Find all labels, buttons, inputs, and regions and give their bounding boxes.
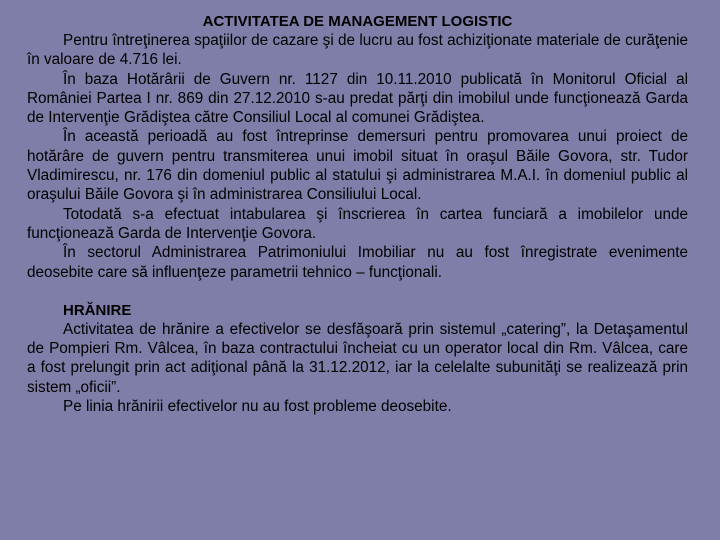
paragraph-catering: Activitatea de hrănire a efectivelor se desfăşoară prin sistemul „catering”, la Detaşamentul de Pompieri Rm. Vâlcea, în baza contractului încheiat cu un operator local din Rm. Vâlcea, care a fost prelungit prin act adiţional până la 31.12.2012, iar la celelalte subunităţi se realizează prin sistem „oficii”. [27,320,688,396]
paragraph-land-registry: Totodată s-a efectuat intabularea şi înscrierea în cartea funciară a imobilelor unde funcţionează Garda de Intervenţie Govora. [27,205,688,242]
paragraph-cleaning-materials: Pentru întreţinerea spaţiilor de cazare şi de lucru au fost achiziţionate materiale de curăţenie în valoare de 4.716 lei. [27,32,688,69]
section-spacer [27,282,688,301]
section-heading-hranire: HRĂNIRE [63,301,132,319]
paragraph-govora-property: În această perioadă au fost întreprinse demersuri pentru promovarea unui proiect de hotărâre de guvern pentru transmiterea unui imobil situat în oraşul Băile Govora, str. Tudor Vladimirescu, nr. 176 din domeniul public al statului şi administrarea M.A.I. în domeniul public al oraşului Băile Govora şi în administrarea Consiliului Local. [27,128,688,204]
section-title: ACTIVITATEA DE MANAGEMENT LOGISTIC [202,13,513,30]
paragraph-government-decision: În baza Hotărârii de Guvern nr. 1127 din 10.11.2010 publicată în Monitorul Oficial al României Partea I nr. 869 din 27.12.2010 s-au predat părţi din imobilul unde funcţionează Garda de Intervenţie Grădiştea către Consiliul Local al comunei Grădiştea. [27,70,688,127]
paragraph-patrimony: În sectorul Administrarea Patrimoniului Imobiliar nu au fost înregistrate evenimente deosebite care să influenţeze parametrii tehnico – funcţionali. [27,244,688,281]
paragraph-no-problems: Pe linia hrănirii efectivelor nu au fost probleme deosebite. [63,398,452,416]
